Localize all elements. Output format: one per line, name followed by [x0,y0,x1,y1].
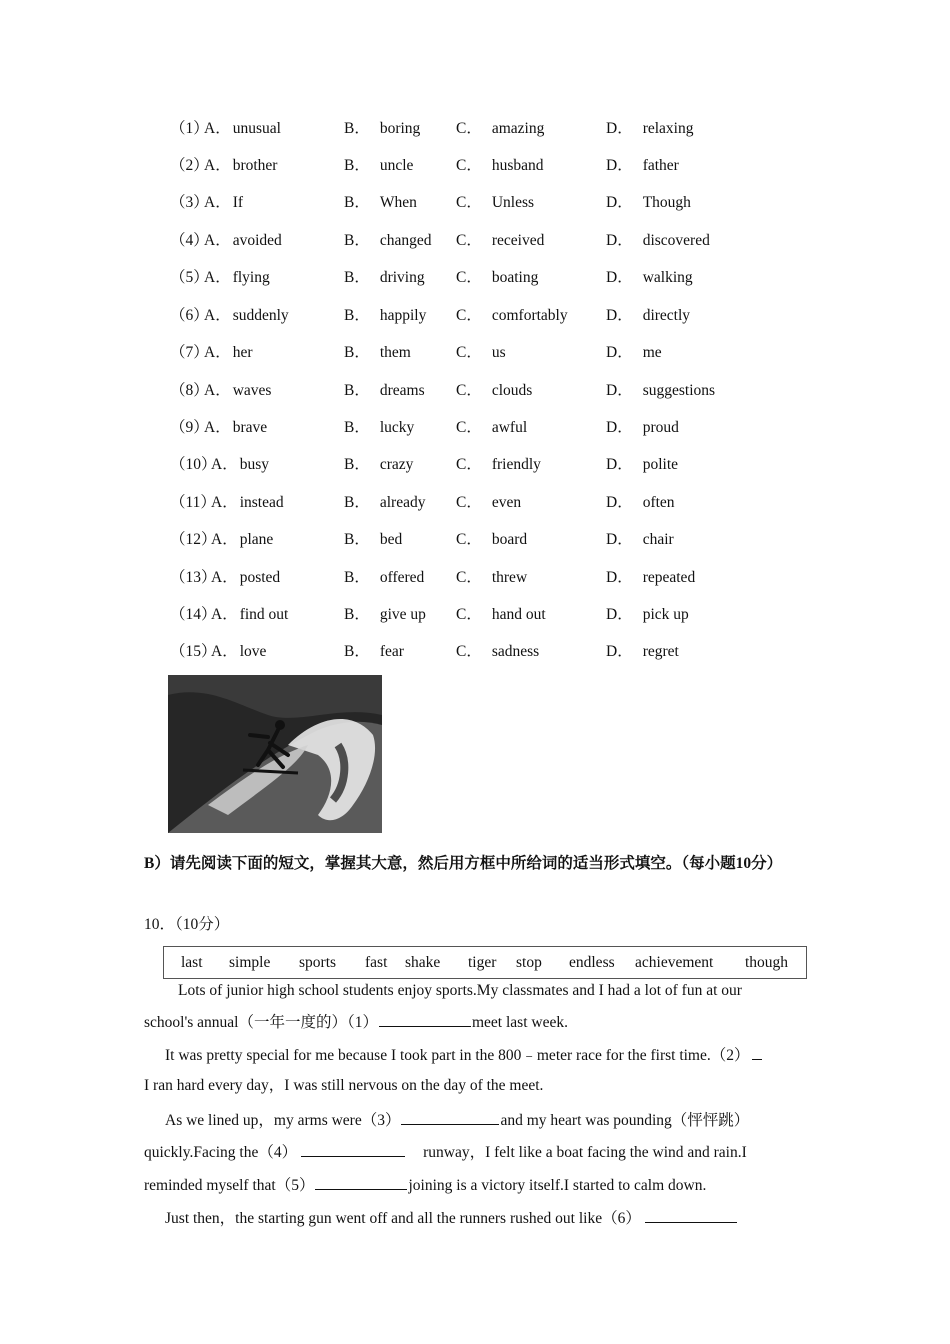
question-item-number: （2） [170,157,209,174]
surfer-photo [168,675,382,833]
option-choice[interactable] [606,567,695,589]
passage-text: I ran hard every day，I was still nervous on the day of the meet. [144,1077,544,1094]
option-choice[interactable] [456,529,527,551]
surfer-wave-image [168,675,382,833]
word-box-item: fast [365,954,388,971]
option-choice[interactable] [456,155,544,177]
passage-line [144,1140,808,1164]
option-letter: C． [456,269,482,286]
option-text: friendly [491,456,541,473]
option-choice[interactable] [211,454,269,476]
passage-text: Just then，the starting gun went off and all the runners rushed out like（6） [165,1210,641,1227]
option-choice[interactable] [344,641,404,663]
option-choice[interactable] [456,230,544,252]
option-text: chair [642,531,674,548]
answer-blank-3[interactable] [401,1108,499,1125]
option-row [0,192,950,214]
option-text: clouds [491,382,533,399]
option-letter: C． [456,232,482,249]
option-choice[interactable] [456,118,544,140]
section-b-heading: B）请先阅读下面的短文，掌握其大意，然后用方框中所给词的适当形式填空。（每小题10分） [144,855,783,872]
option-letter: B． [344,569,370,586]
option-letter: B． [344,494,370,511]
option-choice[interactable] [204,380,271,402]
option-text: plane [239,531,274,548]
option-letter: A． [204,419,231,436]
option-choice[interactable] [344,567,424,589]
option-letter: A． [204,344,231,361]
option-choice[interactable] [344,267,425,289]
option-choice[interactable] [344,454,413,476]
option-choice[interactable] [606,230,710,252]
question-item-number: （1） [170,120,209,137]
question-item-number: （7） [170,344,209,361]
question-item-number: （6） [170,307,209,324]
passage-line [144,1075,808,1097]
passage-line [144,1108,808,1132]
option-choice[interactable] [456,454,541,476]
passage-text: quickly.Facing the（4） [144,1144,298,1161]
option-text: lucky [379,419,415,436]
option-letter: B． [344,194,370,211]
option-choice[interactable] [204,267,270,289]
option-letter: C． [456,120,482,137]
option-letter: A． [204,382,231,399]
option-choice[interactable] [456,604,546,626]
option-text: posted [239,569,281,586]
option-text: give up [379,606,426,623]
option-row [0,641,950,663]
option-choice[interactable] [344,342,411,364]
option-text: amazing [491,120,545,137]
option-letter: C． [456,494,482,511]
option-row [0,267,950,289]
option-letter: B． [344,344,370,361]
option-row [0,417,950,439]
question-item-number: （15） [170,643,217,660]
option-letter: C． [456,531,482,548]
option-choice[interactable] [344,529,402,551]
option-choice[interactable] [204,192,243,214]
option-choice[interactable] [606,641,679,663]
passage-text: Lots of junior high school students enjoy sports.My classmates and I had a lot of fun at our [178,982,742,999]
option-choice[interactable] [211,492,284,514]
option-choice[interactable] [211,604,288,626]
answer-blank-5[interactable] [315,1173,407,1190]
option-letter: A． [204,120,231,137]
option-choice[interactable] [204,155,277,177]
option-letter: D． [606,606,633,623]
option-letter: D． [606,494,633,511]
option-letter: A． [204,232,231,249]
option-text: walking [642,269,693,286]
option-text: crazy [379,456,414,473]
option-row [0,454,950,476]
option-text: busy [239,456,269,473]
option-text: polite [642,456,679,473]
option-text: her [232,344,253,361]
option-text: them [379,344,411,361]
option-choice[interactable] [204,118,281,140]
option-choice[interactable] [204,342,253,364]
option-text: even [491,494,522,511]
option-row [0,230,950,252]
option-choice[interactable] [211,529,273,551]
option-text: husband [491,157,544,174]
passage-text: As we lined up，my arms were（3） [165,1112,401,1129]
option-row [0,380,950,402]
option-letter: C． [456,456,482,473]
option-row [0,118,950,140]
option-text: suggestions [642,382,716,399]
option-letter: C． [456,419,482,436]
option-choice[interactable] [204,230,282,252]
word-box-item: tiger [468,954,497,971]
passage-text: runway，I felt like a boat facing the wind and rain.I [423,1144,747,1161]
option-choice[interactable] [456,492,521,514]
passage-text: meet last week. [471,1014,568,1031]
option-choice[interactable] [344,417,414,439]
question-item-number: （12） [170,531,217,548]
question-number: 10．（10分） [144,916,230,933]
option-letter: C． [456,606,482,623]
option-text: uncle [379,157,414,174]
option-letter: A． [211,606,238,623]
passage-line [144,1206,808,1230]
option-letter: B． [344,307,370,324]
option-choice[interactable] [606,380,715,402]
option-letter: A． [211,456,238,473]
option-text: boring [379,120,421,137]
option-letter: B． [344,269,370,286]
option-text: father [642,157,679,174]
option-choice[interactable] [606,454,678,476]
option-text: proud [642,419,679,436]
option-letter: D． [606,456,633,473]
option-text: unusual [232,120,281,137]
option-choice[interactable] [456,380,532,402]
option-choice[interactable] [606,342,662,364]
option-letter: B． [344,232,370,249]
option-text: waves [232,382,272,399]
question-item-number: （4） [170,232,209,249]
option-letter: D． [606,382,633,399]
option-letter: C． [456,194,482,211]
option-choice[interactable] [344,380,425,402]
passage-text: It was pretty special for me because I took part in the 800﹣meter race for the first time.（2） [165,1047,750,1064]
option-choice[interactable] [456,192,534,214]
option-row [0,155,950,177]
option-letter: A． [204,269,231,286]
option-letter: A． [204,157,231,174]
option-row [0,305,950,327]
option-choice[interactable] [344,604,426,626]
option-text: offered [379,569,425,586]
option-text: brave [232,419,268,436]
option-text: suddenly [232,307,289,324]
option-text: hand out [491,606,546,623]
passage-text: reminded myself that（5） [144,1177,315,1194]
option-letter: B． [344,606,370,623]
option-choice[interactable] [211,641,266,663]
option-text: dreams [379,382,425,399]
option-text: relaxing [642,120,694,137]
option-choice[interactable] [456,641,539,663]
word-box-item: last [181,954,203,971]
answer-blank-1[interactable] [379,1010,471,1027]
option-text: directly [642,307,691,324]
option-letter: D． [606,269,633,286]
option-row [0,604,950,626]
option-letter: B． [344,456,370,473]
option-letter: D． [606,643,633,660]
option-text: pick up [642,606,689,623]
option-letter: A． [211,494,238,511]
option-text: happily [379,307,427,324]
option-text: regret [642,643,679,660]
passage-text: school's annual（一年一度的）（1） [144,1014,378,1031]
question-item-number: （10） [170,456,217,473]
option-letter: B． [344,157,370,174]
option-choice[interactable] [204,417,267,439]
option-text: comfortably [491,307,568,324]
option-text: me [642,344,662,361]
option-choice[interactable] [606,267,693,289]
option-text: brother [232,157,278,174]
option-choice[interactable] [456,267,538,289]
option-text: driving [379,269,425,286]
option-text: threw [491,569,528,586]
option-choice[interactable] [344,118,420,140]
answer-blank-6[interactable] [645,1206,737,1223]
option-text: us [491,344,506,361]
option-choice[interactable] [344,305,426,327]
word-box-item: though [745,954,789,971]
option-text: instead [239,494,284,511]
option-letter: B． [344,643,370,660]
word-box [163,946,807,979]
option-letter: B． [344,120,370,137]
option-choice[interactable] [456,417,527,439]
option-letter: C． [456,307,482,324]
option-choice[interactable] [344,230,431,252]
option-text: sadness [491,643,540,660]
option-letter: D． [606,419,633,436]
option-choice[interactable] [606,529,674,551]
option-letter: C． [456,157,482,174]
option-choice[interactable] [344,492,425,514]
option-choice[interactable] [344,155,413,177]
option-letter: D． [606,157,633,174]
question-item-number: （3） [170,194,209,211]
word-box-item: achievement [635,954,714,971]
option-text: find out [239,606,289,623]
word-box-item: endless [569,954,615,971]
option-text: repeated [642,569,696,586]
option-text: often [642,494,675,511]
question-item-number: （14） [170,606,217,623]
question-item-number: （13） [170,569,217,586]
option-choice[interactable] [456,342,506,364]
option-text: flying [232,269,270,286]
answer-blank-4[interactable] [301,1140,405,1157]
option-text: board [491,531,528,548]
option-letter: D． [606,120,633,137]
option-letter: D． [606,194,633,211]
option-letter: C． [456,344,482,361]
option-choice[interactable] [344,192,417,214]
word-box-item: simple [229,954,271,971]
option-letter: C． [456,643,482,660]
answer-blank-2[interactable] [752,1043,762,1060]
option-row [0,529,950,551]
option-text: avoided [232,232,282,249]
option-text: changed [379,232,432,249]
option-choice[interactable] [606,192,691,214]
passage-line [144,1010,808,1034]
option-text: discovered [642,232,710,249]
option-letter: D． [606,344,633,361]
option-text: love [239,643,267,660]
word-box-item: stop [516,954,542,971]
word-box-item: shake [405,954,441,971]
option-letter: A． [204,307,231,324]
option-text: When [379,194,417,211]
option-letter: D． [606,232,633,249]
passage-line [144,1173,808,1197]
option-letter: B． [344,419,370,436]
option-choice[interactable] [606,305,690,327]
option-row [0,342,950,364]
option-letter: D． [606,569,633,586]
option-letter: A． [204,194,231,211]
passage-text: and my heart was pounding（怦怦跳） [500,1112,750,1129]
option-letter: A． [211,569,238,586]
question-item-number: （5） [170,269,209,286]
option-letter: B． [344,382,370,399]
option-text: Though [642,194,691,211]
word-box-item: sports [299,954,337,971]
option-choice[interactable] [456,567,527,589]
question-item-number: （11） [170,494,216,511]
option-text: received [491,232,545,249]
option-choice[interactable] [606,118,694,140]
option-choice[interactable] [456,305,568,327]
option-text: awful [491,419,528,436]
option-letter: C． [456,382,482,399]
option-text: Unless [491,194,535,211]
option-row [0,492,950,514]
option-letter: A． [211,531,238,548]
option-choice[interactable] [204,305,289,327]
option-text: If [232,194,244,211]
option-choice[interactable] [606,417,679,439]
question-item-number: （9） [170,419,209,436]
option-letter: B． [344,531,370,548]
option-row [0,567,950,589]
option-text: already [379,494,426,511]
option-text: fear [379,643,404,660]
option-text: bed [379,531,403,548]
option-letter: D． [606,531,633,548]
option-choice[interactable] [606,492,675,514]
question-item-number: （8） [170,382,209,399]
option-text: boating [491,269,539,286]
option-letter: C． [456,569,482,586]
option-letter: A． [211,643,238,660]
passage-line [144,980,808,1002]
option-choice[interactable] [211,567,280,589]
option-choice[interactable] [606,155,679,177]
passage-line [144,1043,808,1067]
option-choice[interactable] [606,604,689,626]
option-letter: D． [606,307,633,324]
passage-text: joining is a victory itself.I started to calm down. [408,1177,707,1194]
